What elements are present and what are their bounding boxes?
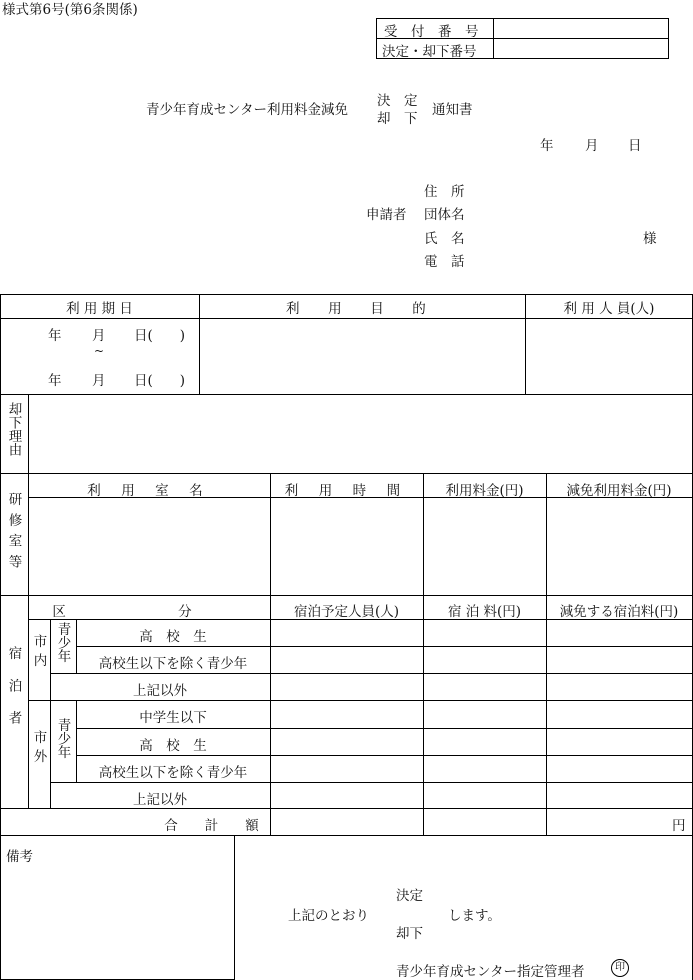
header-reduced-lodging-fee: 減免する宿泊料(円)	[559, 604, 679, 620]
honorific: 様	[643, 231, 657, 247]
header-room-reduced-fee: 減免利用料金(円)	[566, 483, 672, 499]
applicant-phone-label: 電 話	[424, 254, 465, 270]
date-year: 年	[540, 138, 554, 154]
title-prefix: 青少年育成センター利用料金減免	[146, 102, 348, 118]
date-month: 月	[585, 138, 599, 154]
row-inside-others: 上記以外	[133, 683, 187, 699]
period-end-year: 年	[48, 373, 62, 389]
remarks-label: 備考	[6, 849, 33, 865]
receipt-number-label: 受 付 番 号	[384, 24, 479, 40]
period-wave: ~	[92, 344, 106, 358]
title-decided: 決 定	[377, 93, 418, 109]
city-outside-label: 市外	[30, 730, 47, 768]
date-day: 日	[628, 138, 642, 154]
row-outside-other-youth: 高校生以下を除く青少年	[98, 765, 248, 781]
period-end-month: 月	[92, 373, 106, 389]
header-room-fee: 利用料金(円)	[445, 483, 524, 499]
header-planned-guests: 宿泊予定人員(人)	[293, 604, 400, 620]
youth-inside-label: 青少年	[54, 622, 71, 663]
city-inside-label: 市内	[30, 634, 47, 672]
header-lodging-fee: 宿 泊 料(円)	[447, 604, 522, 620]
remarks-decided: 決定	[396, 888, 423, 904]
title-rejected: 却 下	[377, 111, 418, 127]
remarks-rejected: 却下	[396, 926, 423, 942]
manager-label: 青少年育成センター指定管理者	[396, 964, 585, 980]
period-start-month: 月	[92, 328, 106, 344]
remarks-text-pre: 上記のとおり	[288, 908, 369, 924]
row-outside-others: 上記以外	[133, 792, 187, 808]
applicant-label: 申請者	[366, 207, 407, 223]
applicant-group-label: 団体名	[424, 207, 465, 223]
header-usage-people: 利 用 人 員(人)	[563, 301, 655, 317]
row-outside-junior: 中学生以下	[139, 710, 207, 726]
header-usage-period: 利 用 期 日	[66, 301, 133, 317]
training-room-label: 研修室等	[5, 492, 22, 576]
lodging-side-label: 宿泊者	[5, 646, 22, 744]
row-inside-highschool: 高 校 生	[139, 629, 207, 645]
total-label: 合 計 額	[164, 818, 259, 834]
period-start-day: 日( )	[134, 328, 186, 344]
seal-mark: 印	[611, 959, 629, 977]
header-room-name: 利 用 室 名	[87, 483, 211, 499]
row-inside-other-youth: 高校生以下を除く青少年	[98, 656, 248, 672]
header-room-time: 利 用 時 間	[284, 483, 409, 499]
rejection-reason-label: 却下理由	[5, 402, 22, 456]
applicant-name-label: 氏 名	[424, 231, 465, 247]
row-outside-highschool: 高 校 生	[139, 738, 207, 754]
period-start-year: 年	[48, 328, 62, 344]
youth-outside-label: 青少年	[54, 718, 71, 759]
applicant-address-label: 住 所	[424, 184, 465, 200]
total-unit: 円	[672, 818, 686, 834]
header-category: 区 分	[52, 604, 246, 620]
form-label: 様式第6号(第6条関係)	[2, 2, 138, 18]
remarks-text-post: します。	[448, 908, 501, 924]
title-suffix: 通知書	[432, 102, 473, 118]
period-end-day: 日( )	[134, 373, 186, 389]
header-usage-purpose: 利 用 目 的	[286, 301, 438, 317]
decision-number-label: 決定・却下番号	[382, 44, 477, 60]
